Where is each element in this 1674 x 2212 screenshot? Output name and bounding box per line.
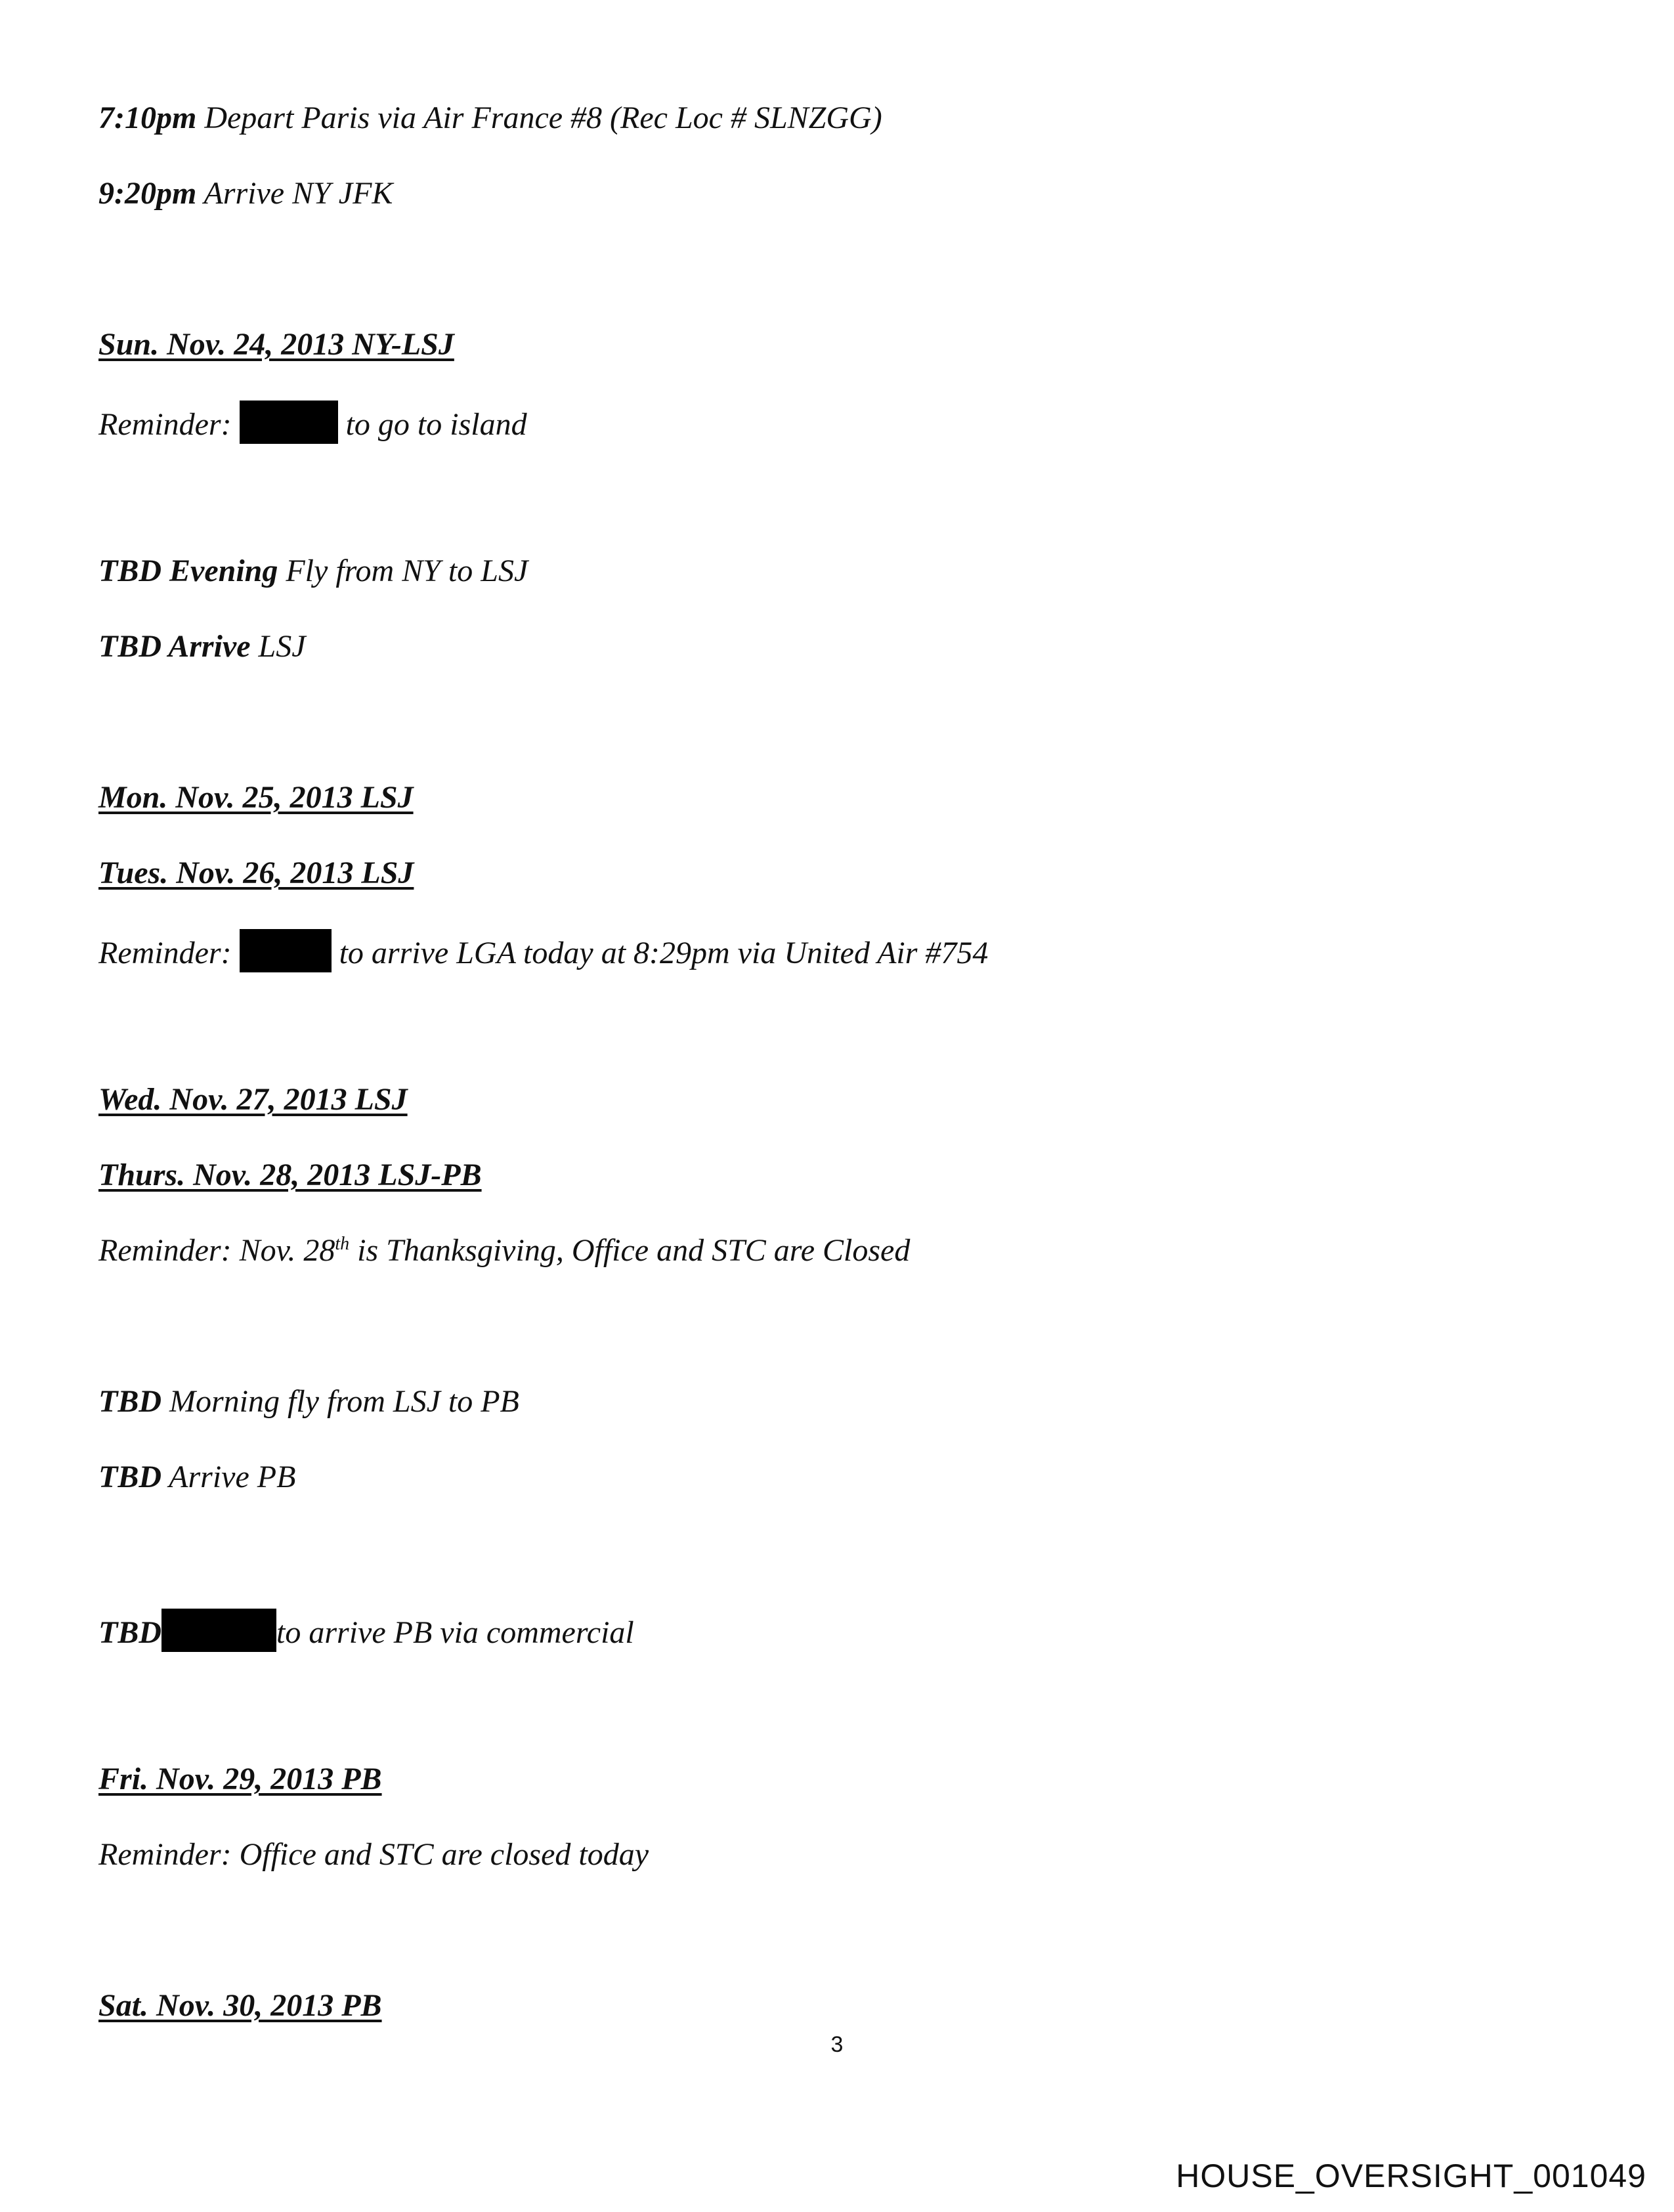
entry-time: TBD [98,1384,161,1419]
entry-text: to arrive PB via commercial [276,1615,634,1650]
entry-text: LSJ [258,629,306,664]
entry-time: TBD Evening [98,553,278,588]
reminder-line [98,401,527,445]
itinerary-entry [98,552,528,591]
reminder-suffix: to arrive LGA today at 8:29pm via United Air #754 [339,936,989,970]
entry-text: Depart Paris via Air France #8 (Rec Loc # SLNZGG) [204,100,882,135]
reminder-line [98,929,988,973]
itinerary-entry [98,98,882,138]
redaction-box [161,1609,276,1652]
reminder-prefix: Reminder: [98,936,232,970]
date-heading: Sun. Nov. 24, 2013 NY-LSJ [98,327,454,362]
bates-stamp: HOUSE_OVERSIGHT_001049 [1176,2158,1646,2194]
entry-time: TBD [98,1615,161,1650]
date-heading: Thurs. Nov. 28, 2013 LSJ-PB [98,1158,482,1192]
itinerary-entry [98,174,393,213]
reminder-line: Reminder: Office and STC are closed today [98,1837,649,1872]
date-heading: Wed. Nov. 27, 2013 LSJ [98,1082,408,1117]
itinerary-entry [98,1609,634,1653]
reminder-suffix: is Thanksgiving, Office and STC are Closed [357,1233,911,1268]
entry-time: TBD [98,1460,161,1494]
ordinal-suffix: th [335,1234,350,1254]
entry-text: Fly from NY to LSJ [286,553,528,588]
date-heading: Sat. Nov. 30, 2013 PB [98,1988,382,2023]
reminder-line [98,1231,910,1270]
itinerary-entry [98,1382,519,1421]
reminder-prefix: Reminder: Nov. 28 [98,1233,335,1268]
entry-text: Arrive NY JFK [204,176,393,211]
redaction-box [240,929,332,972]
page-number: 3 [830,2032,844,2057]
date-heading: Mon. Nov. 25, 2013 LSJ [98,780,414,815]
date-heading: Fri. Nov. 29, 2013 PB [98,1762,382,1796]
itinerary-entry [98,627,306,666]
entry-text: Morning fly from LSJ to PB [169,1384,519,1419]
itinerary-entry [98,1458,295,1497]
entry-time: TBD Arrive [98,629,251,664]
entry-time: 9:20pm [98,176,197,211]
entry-time: 7:10pm [98,100,197,135]
redaction-box [240,401,338,444]
reminder-suffix: to go to island [345,407,527,442]
reminder-prefix: Reminder: [98,407,232,442]
date-heading: Tues. Nov. 26, 2013 LSJ [98,856,414,890]
entry-text: Arrive PB [169,1460,296,1494]
